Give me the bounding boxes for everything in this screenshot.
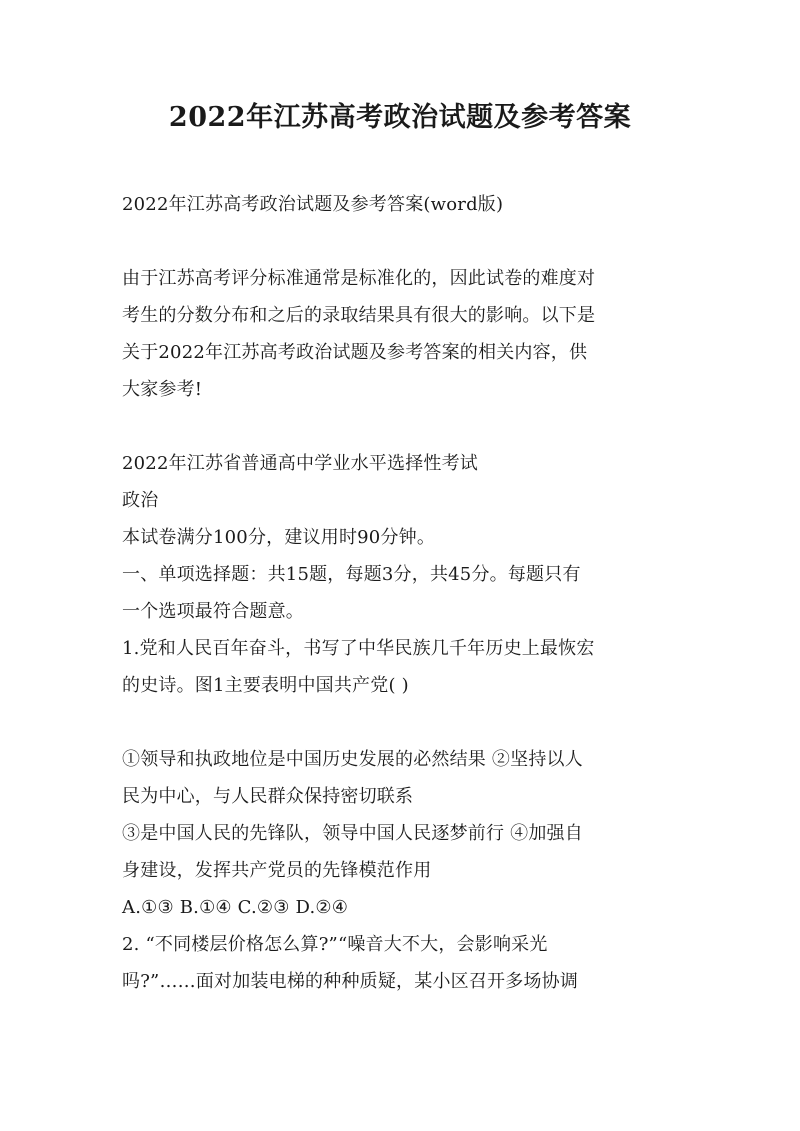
spacer <box>122 223 682 260</box>
question-stem-line: 1.党和人民百年奋斗，书写了中华民族几千年历史上最恢宏 <box>122 638 595 659</box>
section-heading: 一个选项最符合题意。 <box>122 601 304 622</box>
intro-line: 考生的分数分布和之后的录取结果具有很大的影响。以下是 <box>122 305 596 326</box>
exam-name: 2022年江苏省普通高中学业水平选择性考试 <box>122 453 479 474</box>
intro-paragraph <box>122 260 682 408</box>
question-1 <box>122 630 682 704</box>
answer-options: A.①③ B.①④ C.②③ D.②④ <box>122 897 349 918</box>
section-heading: 一、单项选择题：共15题，每题3分，共45分。每题只有 <box>122 564 581 585</box>
intro-line: 大家参考! <box>122 379 203 400</box>
page-title: 2022年江苏高考政治试题及参考答案 <box>168 102 632 133</box>
question-stem-line: 2. “不同楼层价格怎么算?”“噪音大不大，会影响采光 <box>122 934 548 955</box>
question-1-statements <box>122 741 682 926</box>
subtitle <box>122 186 682 223</box>
question-stem-line: 的史诗。图1主要表明中国共产党( ) <box>122 675 409 696</box>
question-2 <box>122 926 682 1000</box>
question-stem-line: 吗?”……面对加装电梯的种种质疑，某小区召开多场协调 <box>122 971 579 992</box>
subtitle-line: 2022年江苏高考政治试题及参考答案(word版) <box>122 194 504 215</box>
statement-line: ①领导和执政地位是中国历史发展的必然结果 ②坚持以人 <box>122 749 583 770</box>
statement-line: 身建设，发挥共产党员的先锋模范作用 <box>122 860 432 881</box>
statement-line: ③是中国人民的先锋队，领导中国人民逐梦前行 ④加强自 <box>122 823 583 844</box>
spacer <box>122 704 682 741</box>
intro-line: 关于2022年江苏高考政治试题及参考答案的相关内容，供 <box>122 342 588 363</box>
exam-header <box>122 445 682 630</box>
statement-line: 民为中心，与人民群众保持密切联系 <box>122 786 414 807</box>
exam-subject: 政治 <box>122 490 159 511</box>
exam-note: 本试卷满分100分，建议用时90分钟。 <box>122 527 436 548</box>
document-body <box>122 186 682 1000</box>
intro-line: 由于江苏高考评分标准通常是标准化的，因此试卷的难度对 <box>122 268 596 289</box>
spacer <box>122 408 682 445</box>
